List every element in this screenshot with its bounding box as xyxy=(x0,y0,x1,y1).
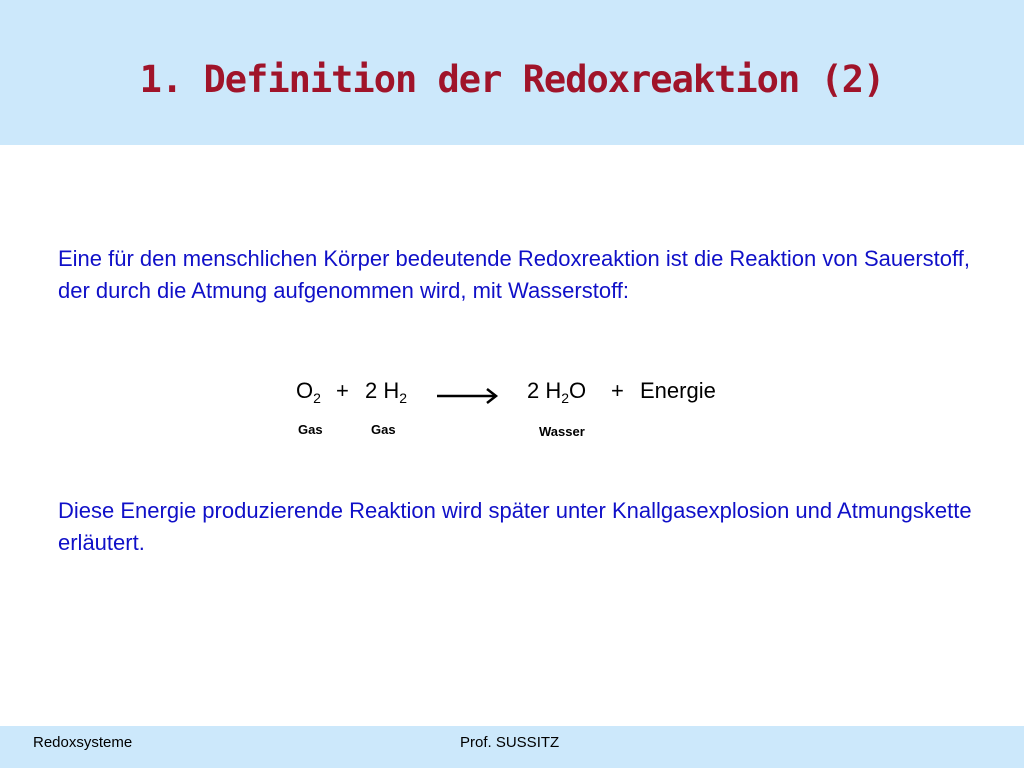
reactant-oxygen: $O_2$ xyxy=(296,378,321,406)
footer-topic: Redoxsysteme xyxy=(33,734,133,751)
intro-paragraph: Eine für den menschlichen Körper bedeutende Redoxreaktion ist die Reaktion von Sauerstoff, der durch die Atmung aufgenommen wird, mit Wasserstoff: xyxy=(58,246,970,303)
outro-paragraph: Diese Energie produzierende Reaktion wird später unter Knallgasexplosion und Atmungskette erläutert. xyxy=(58,498,972,555)
product-energy: Energie xyxy=(640,378,716,403)
state-label-water: Wasser xyxy=(539,424,585,439)
header-bar xyxy=(0,0,1024,145)
slide-title: 1. Definition der Redoxreaktion (2) xyxy=(139,58,885,101)
footer-bar xyxy=(0,726,1024,768)
reactant-hydrogen: 2 $H_2$ xyxy=(365,378,408,406)
product-water: 2 $H_2O$ xyxy=(527,378,587,406)
state-label-hydrogen: Gas xyxy=(371,422,396,437)
footer-author: Prof. SUSSITZ xyxy=(460,734,560,751)
plus-sign: + xyxy=(336,378,349,403)
state-label-oxygen: Gas xyxy=(298,422,323,437)
reaction-arrow-icon xyxy=(437,386,499,406)
plus-sign: + xyxy=(611,378,624,403)
